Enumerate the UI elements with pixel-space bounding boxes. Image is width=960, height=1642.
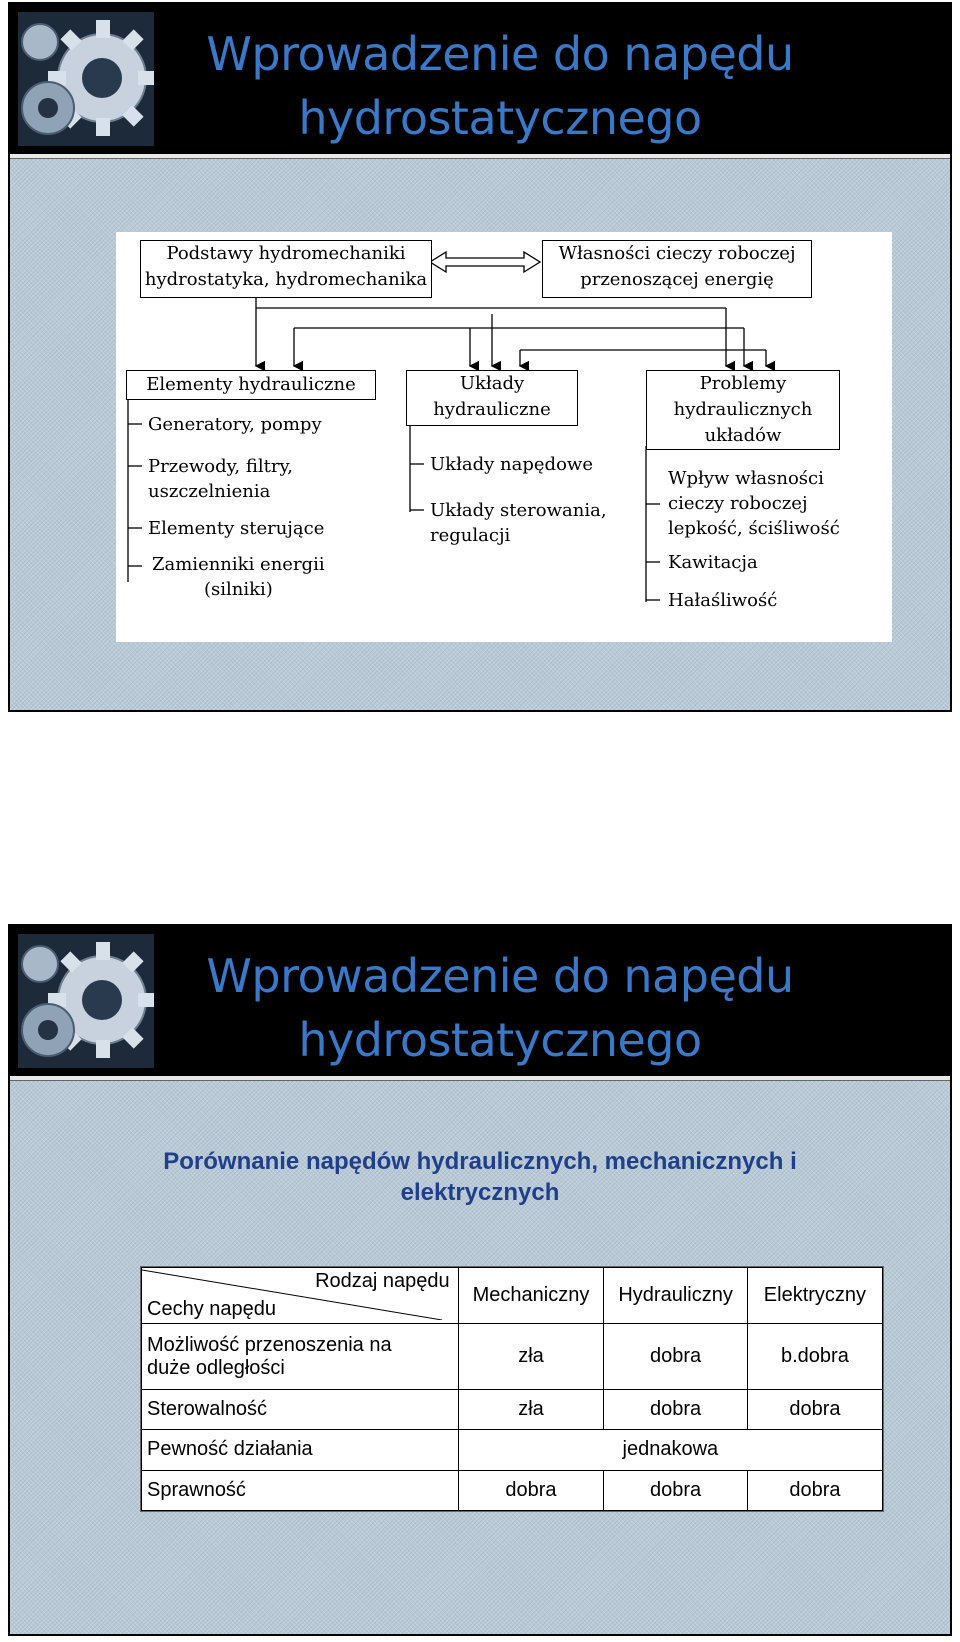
diagram-item: Wpływ własności	[668, 468, 824, 489]
slide-2	[8, 924, 952, 1636]
table-row	[142, 1470, 883, 1510]
slide-1	[8, 2, 952, 712]
slide-title-line-2: hydrostatycznego	[298, 1013, 702, 1067]
diagram-item: uszczelnienia	[148, 481, 271, 502]
corner-top-label: Rodzaj napędu	[315, 1270, 450, 1292]
slide-title-line-1: Wprowadzenie do napędu	[206, 949, 794, 1003]
diagram-item: Układy napędowe	[430, 454, 593, 475]
table-cell: b.dobra	[747, 1324, 882, 1390]
diagram-item: Hałaśliwość	[668, 590, 778, 611]
comparison-table	[140, 1266, 884, 1512]
hydraulics-diagram	[116, 232, 892, 642]
slide-title-line-2: hydrostatycznego	[298, 91, 702, 145]
table-cell: dobra	[604, 1324, 748, 1390]
column-header: Elektryczny	[747, 1268, 882, 1324]
diagram-item: Kawitacja	[668, 552, 758, 573]
row-label: Sprawność	[142, 1470, 459, 1510]
row-label: Sterowalność	[142, 1390, 459, 1430]
table-cell: zła	[458, 1324, 604, 1390]
box-text: Problemy	[699, 373, 787, 394]
diagram-item: Elementy sterujące	[148, 518, 325, 539]
row-label-line: Możliwość przenoszenia na	[147, 1333, 392, 1356]
table-cell: dobra	[604, 1470, 748, 1510]
box-text: Własności cieczy roboczej	[558, 243, 796, 264]
table-cell: dobra	[747, 1470, 882, 1510]
slide-title	[160, 944, 840, 1072]
diagram-item: Zamienniki energii	[152, 554, 325, 575]
row-label-line: duże odległości	[147, 1356, 285, 1379]
box-text: Układy	[459, 373, 525, 394]
row-label	[142, 1324, 459, 1390]
box-text: Podstawy hydromechaniki	[166, 243, 406, 264]
box-text: Elementy hydrauliczne	[146, 374, 356, 395]
diagram-item: Generatory, pompy	[148, 414, 322, 435]
table-cell: dobra	[458, 1470, 604, 1510]
diagram-item: regulacji	[430, 525, 511, 546]
box-text: hydraulicznych	[673, 399, 813, 420]
diagram-item: cieczy roboczej	[668, 493, 808, 514]
header-divider	[10, 1076, 950, 1081]
table-header-row	[142, 1268, 883, 1324]
column-header: Hydrauliczny	[604, 1268, 748, 1324]
table-cell: zła	[458, 1390, 604, 1430]
table-cell: dobra	[604, 1390, 748, 1430]
slide-subtitle	[10, 1146, 950, 1208]
slide-title-line-1: Wprowadzenie do napędu	[206, 27, 794, 81]
box-hydraulic-systems	[406, 370, 578, 426]
table-row	[142, 1390, 883, 1430]
slide-header	[10, 926, 950, 1076]
box-hydraulic-elements	[126, 370, 376, 400]
box-system-problems	[646, 370, 840, 450]
box-text: hydrostatyka, hydromechanika	[144, 269, 428, 290]
table-row	[142, 1430, 883, 1470]
box-text: przenoszącej energię	[580, 269, 774, 290]
diagram-item: Przewody, filtry,	[148, 456, 293, 477]
diagram-item: Układy sterowania,	[430, 500, 607, 521]
subtitle-line-1: Porównanie napędów hydraulicznych, mechanicznych i	[163, 1148, 797, 1175]
subtitle-line-2: elektrycznych	[400, 1179, 560, 1206]
table-row	[142, 1324, 883, 1390]
box-text: układów	[704, 425, 782, 446]
header-divider	[10, 154, 950, 159]
table-cell: dobra	[747, 1390, 882, 1430]
table-cell-merged: jednakowa	[458, 1430, 882, 1470]
slide-header	[10, 4, 950, 154]
gear-logo-icon	[18, 12, 154, 146]
column-header: Mechaniczny	[458, 1268, 604, 1324]
box-hydromechanics-basics	[140, 240, 432, 298]
corner-bottom-label: Cechy napędu	[147, 1298, 276, 1321]
slide-title	[160, 22, 840, 150]
box-text: hydrauliczne	[433, 399, 551, 420]
diagram-item: (silniki)	[204, 579, 273, 600]
gear-logo-icon	[18, 934, 154, 1068]
row-label: Pewność działania	[142, 1430, 459, 1470]
box-fluid-properties	[542, 240, 812, 298]
table-corner-cell	[142, 1268, 459, 1324]
diagram-item: lepkość, ściśliwość	[668, 518, 840, 539]
